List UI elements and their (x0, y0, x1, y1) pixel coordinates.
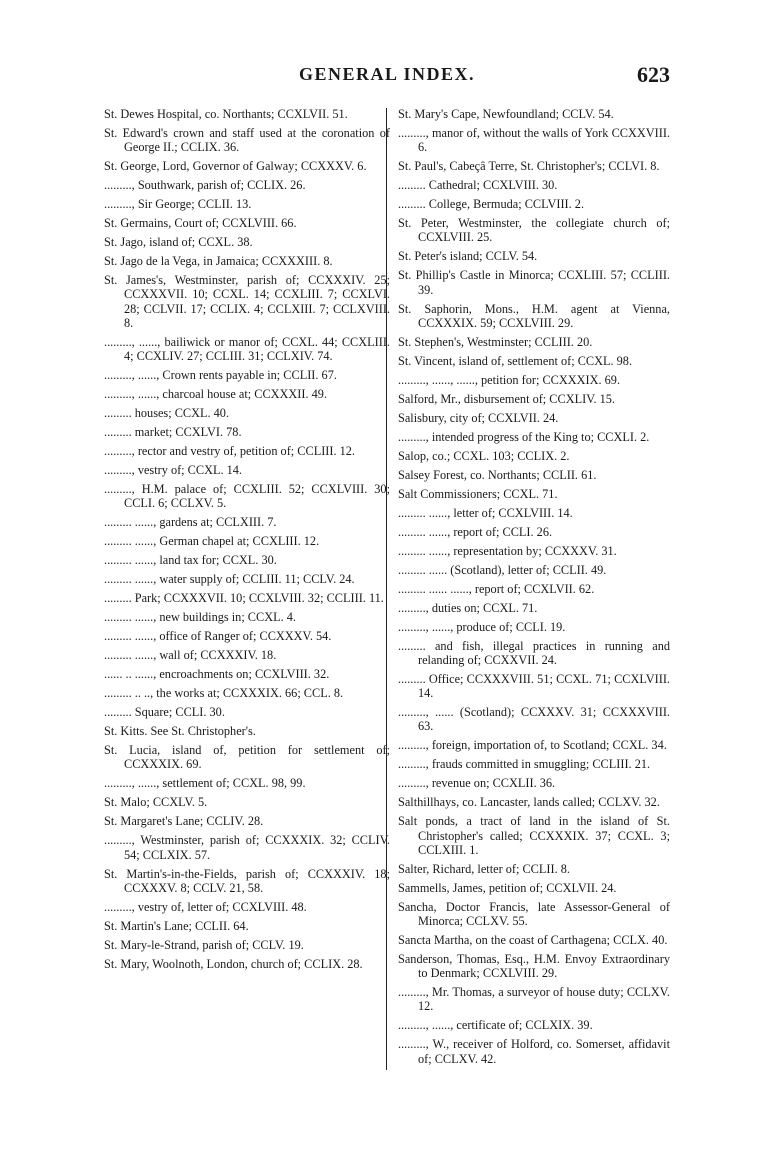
index-entry: Salford, Mr., disbursement of; CCXLIV. 15. (398, 391, 616, 406)
index-entry: Salter, Richard, letter of; CCLII. 8. (398, 861, 570, 876)
index-entry: ......... and fish, illegal practices in running and relanding of; CCXXVII. 24. (398, 638, 670, 668)
index-entry: ......... ......, report of; CCLI. 26. (398, 524, 553, 539)
index-entry: ......... ......, gardens at; CCLXIII. 7. (104, 515, 277, 530)
index-entry: ......... market; CCXLVI. 78. (104, 425, 242, 440)
index-entry: ......... ...... (Scotland), letter of; CCLII. 49. (398, 562, 607, 577)
index-entry: Sancta Martha, on the coast of Carthagena; CCLX. 40. (398, 933, 668, 948)
index-entry: ......... ......, land tax for; CCXL. 30. (104, 553, 277, 568)
index-entry: ......... ......, office of Ranger of; CCXXXV. 54. (104, 629, 332, 644)
index-entry: St. Germains, Court of; CCXLVIII. 66. (104, 216, 297, 231)
index-entry: ...... .. ......, encroachments on; CCXLVIII. 32. (104, 667, 330, 682)
index-entry: Salop, co.; CCXL. 103; CCLIX. 2. (398, 448, 570, 463)
index-entry: St. Paul's, Cabeçâ Terre, St. Christopher's; CCLVI. 8. (398, 159, 660, 174)
index-entry: ......... ......, German chapel at; CCXLIII. 12. (104, 534, 320, 549)
index-entry: St. Malo; CCXLV. 5. (104, 795, 208, 810)
index-entry: St. James's, Westminster, parish of; CCXXXIV. 25; CCXXXVII. 10; CCXL. 14; CCXLIII. 7; CCXLVI. 28; CCLVII. 17; CCLIX. 4; CCLXIII. 7; CCLXVIII. 8. (104, 273, 390, 330)
index-entry: St. Mary-le-Strand, parish of; CCLV. 19. (104, 937, 304, 952)
index-entry: St. Jago de la Vega, in Jamaica; CCXXXIII. 8. (104, 254, 333, 269)
index-entry: ........., ......, produce of; CCLI. 19. (398, 619, 566, 634)
index-entry: St. Stephen's, Westminster; CCLIII. 20. (398, 334, 593, 349)
index-entry: ......... Square; CCLI. 30. (104, 705, 225, 720)
index-entry: ........., intended progress of the King to; CCXLI. 2. (398, 429, 650, 444)
index-entry: ......... Cathedral; CCXLVIII. 30. (398, 178, 558, 193)
index-entry: St. Edward's crown and staff used at the coronation of George II.; CCLIX. 36. (104, 126, 390, 155)
index-entry: St. Martin's Lane; CCLII. 64. (104, 918, 249, 933)
index-entry: ........., duties on; CCXL. 71. (398, 600, 538, 615)
index-entry: ......... College, Bermuda; CCLVIII. 2. (398, 197, 585, 212)
index-entry: St. George, Lord, Governor of Galway; CCXXXV. 6. (104, 159, 367, 174)
index-entry: ........., W., receiver of Holford, co. Somerset, affidavit of; CCLXV. 42. (398, 1037, 670, 1066)
index-entry: St. Peter's island; CCLV. 54. (398, 249, 538, 264)
index-entry: St. Mary's Cape, Newfoundland; CCLV. 54. (398, 107, 614, 121)
index-entry: St. Phillip's Castle in Minorca; CCXLIII. 57; CCLIII. 39. (398, 268, 670, 297)
index-entry: ......... Park; CCXXXVII. 10; CCXLVIII. 32; CCLIII. 11. (104, 591, 384, 606)
index-entry: St. Martin's-in-the-Fields, parish of; CCXXXIV. 18; CCXXXV. 8; CCLV. 21, 58. (104, 866, 390, 895)
index-entry: ......... ......, wall of; CCXXXIV. 18. (104, 648, 277, 663)
index-entry: ........., ......, charcoal house at; CCXXXII. 49. (104, 387, 328, 402)
index-entry: ........., ......, settlement of; CCXL. 98, 99. (104, 776, 306, 791)
index-entry: Salthillhays, co. Lancaster, lands called; CCLXV. 32. (398, 795, 660, 810)
index-entry: ........., ......, certificate of; CCLXIX. 39. (398, 1018, 593, 1033)
index-entry: St. Lucia, island of, petition for settlement of; CCXXXIX. 69. (104, 743, 390, 772)
index-entry: ......... houses; CCXL. 40. (104, 406, 230, 421)
index-entry: ........., frauds committed in smuggling; CCLIII. 21. (398, 757, 651, 772)
index-entry: ........., manor of, without the walls of York CCXXVIII. 6. (398, 126, 670, 155)
index-entry: ........., rector and vestry of, petition of; CCLIII. 12. (104, 444, 356, 459)
index-entry: Salsey Forest, co. Northants; CCLII. 61. (398, 467, 597, 482)
index-entry: Sanderson, Thomas, Esq., H.M. Envoy Extraordinary to Denmark; CCXLVIII. 29. (398, 952, 670, 981)
index-entry: ........., Southwark, parish of; CCLIX. 26. (104, 178, 306, 193)
index-entry: ......... ......, water supply of; CCLIII. 11; CCLV. 24. (104, 572, 355, 587)
index-entry: St. Saphorin, Mons., H.M. agent at Vienna, CCXXXIX. 59; CCXLVIII. 29. (398, 301, 670, 330)
index-column-left (104, 107, 390, 976)
index-entry: ......... ......, letter of; CCXLVIII. 14. (398, 505, 573, 520)
index-entry: ........., ...... (Scotland); CCXXXV. 31; CCXXXVIII. 63. (398, 705, 670, 734)
index-entry: St. Mary, Woolnoth, London, church of; CCLIX. 28. (104, 956, 363, 971)
index-entry: Salisbury, city of; CCXLVII. 24. (398, 410, 559, 425)
index-entry: ........., ......, bailiwick or manor of; CCXL. 44; CCXLIII. 4; CCXLIV. 27; CCLIII. 31; CCLXIV. 74. (104, 334, 390, 364)
index-entry: Salt Commissioners; CCXL. 71. (398, 486, 558, 501)
index-column-right (398, 107, 670, 1071)
index-entry: St. Kitts. See St. Christopher's. (104, 724, 256, 739)
index-entry: ........., revenue on; CCXLII. 36. (398, 776, 556, 791)
index-entry: ........., H.M. palace of; CCXLIII. 52; CCXLVIII. 30; CCLI. 6; CCLXV. 5. (104, 482, 390, 511)
index-entry: ........., Mr. Thomas, a surveyor of house duty; CCLXV. 12. (398, 985, 670, 1014)
index-entry: ........., ......, Crown rents payable in; CCLII. 67. (104, 368, 337, 383)
index-entry: St. Vincent, island of, settlement of; CCXL. 98. (398, 353, 633, 368)
index-entry: ......... ......, representation by; CCXXXV. 31. (398, 543, 617, 558)
index-entry: ......... ...... ......, report of; CCXLVII. 62. (398, 581, 595, 596)
index-entry: ........., vestry of; CCXL. 14. (104, 463, 242, 478)
page-title: GENERAL INDEX. (298, 64, 476, 84)
index-entry: Sancha, Doctor Francis, late Assessor-General of Minorca; CCLXV. 55. (398, 899, 670, 929)
index-entry: ........., Westminster, parish of; CCXXXIX. 32; CCLIV. 54; CCLXIX. 57. (104, 833, 390, 862)
index-entry: ......... ......, new buildings in; CCXL. 4. (104, 610, 296, 625)
index-entry: ........., vestry of, letter of; CCXLVIII. 48. (104, 899, 307, 914)
page-header (104, 64, 670, 94)
index-entry: ........., foreign, importation of, to Scotland; CCXL. 34. (398, 738, 667, 753)
index-entry: St. Dewes Hospital, co. Northants; CCXLVII. 51. (104, 107, 348, 121)
index-entry: ........., ......, ......, petition for; CCXXXIX. 69. (398, 372, 621, 387)
page-number: 623 (637, 62, 670, 87)
index-entry: ......... .. .., the works at; CCXXXIX. 66; CCL. 8. (104, 686, 344, 701)
index-entry: Sammells, James, petition of; CCXLVII. 24. (398, 880, 617, 895)
index-entry: Salt ponds, a tract of land in the island of St. Christopher's called; CCXXXIX. 37; CCXL. 3; CCLXIII. 1. (398, 814, 670, 857)
index-entry: ........., Sir George; CCLII. 13. (104, 197, 252, 212)
index-entry: St. Peter, Westminster, the collegiate church of; CCXLVIII. 25. (398, 216, 670, 245)
index-entry: St. Jago, island of; CCXL. 38. (104, 235, 253, 250)
index-entry: St. Margaret's Lane; CCLIV. 28. (104, 814, 264, 829)
index-entry: ......... Office; CCXXXVIII. 51; CCXL. 71; CCXLVIII. 14. (398, 672, 670, 701)
